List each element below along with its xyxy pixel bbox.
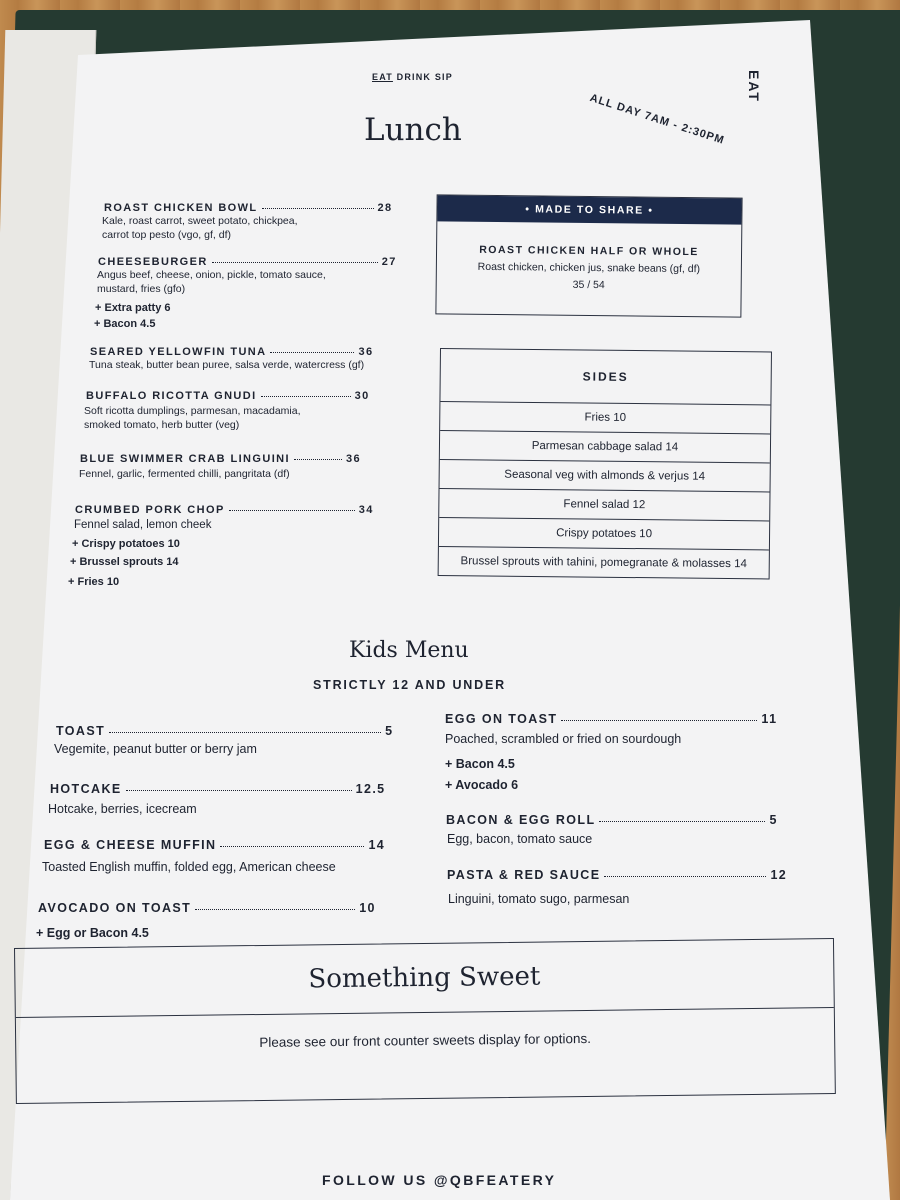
side-item: Parmesan cabbage salad 14: [440, 431, 770, 463]
leader-dots: [261, 395, 351, 397]
menu-item: [86, 386, 370, 404]
item-name: BACON & EGG ROLL: [446, 813, 596, 827]
item-price: 34: [358, 504, 374, 516]
something-sweet-box: [14, 938, 836, 1104]
item-name: PASTA & RED SAUCE: [447, 868, 601, 882]
item-price: 14: [368, 838, 386, 852]
item-name: AVOCADO ON TOAST: [38, 901, 192, 915]
leader-dots: [220, 845, 364, 847]
leader-dots: [604, 875, 766, 877]
item-name: BLUE SWIMMER CRAB LINGUINI: [80, 453, 290, 465]
leader-dots: [195, 908, 355, 910]
item-name: EGG & CHEESE MUFFIN: [44, 838, 217, 852]
leader-dots: [561, 719, 757, 721]
share-item-name: ROAST CHICKEN HALF OR WHOLE: [479, 243, 699, 259]
leader-dots: [294, 458, 342, 460]
item-price: 10: [359, 901, 376, 915]
item-name: ROAST CHICKEN BOWL: [104, 202, 258, 214]
item-description: [97, 268, 326, 296]
item-name: EGG ON TOAST: [445, 712, 558, 726]
addon: + Bacon 4.5: [445, 757, 515, 771]
sides-heading: SIDES: [440, 349, 771, 405]
item-price: 36: [358, 346, 374, 358]
leader-dots: [126, 789, 352, 791]
menu-item: [80, 449, 361, 467]
kids-item: [50, 780, 386, 798]
kids-item: [56, 722, 394, 740]
description-line: Kale, roast carrot, sweet potato, chickpea,: [102, 215, 298, 227]
addon: + Egg or Bacon 4.5: [36, 926, 149, 940]
item-price: 12.5: [355, 782, 386, 796]
leader-dots: [109, 731, 381, 733]
leader-dots: [262, 207, 374, 209]
leader-dots: [270, 351, 354, 353]
leader-dots: [229, 509, 355, 511]
item-description: Egg, bacon, tomato sauce: [447, 832, 593, 846]
item-description: [89, 358, 364, 372]
item-name: TOAST: [56, 724, 106, 738]
description-line: mustard, fries (gfo): [97, 283, 186, 295]
kids-menu-subtitle: STRICTLY 12 AND UNDER: [313, 678, 506, 692]
description-line: Fennel, garlic, fermented chilli, pangritata (df): [79, 468, 290, 480]
item-description: Linguini, tomato sugo, parmesan: [448, 892, 630, 906]
item-price: 12: [770, 868, 788, 882]
sweet-note: Please see our front counter sweets display for options.: [259, 1030, 592, 1051]
addon: + Crispy potatoes 10: [72, 538, 180, 550]
item-price: 28: [377, 202, 393, 214]
share-item-description: Roast chicken, chicken jus, snake beans (gf, df): [477, 260, 701, 276]
item-name: BUFFALO RICOTTA GNUDI: [86, 390, 257, 402]
kids-item: [445, 710, 777, 728]
item-price: 27: [381, 256, 397, 268]
item-description: Vegemite, peanut butter or berry jam: [54, 742, 257, 756]
addon: + Brussel sprouts 14: [70, 556, 179, 568]
item-description: Poached, scrambled or fried on sourdough: [445, 732, 682, 746]
item-name: SEARED YELLOWFIN TUNA: [90, 346, 267, 358]
item-description: [102, 214, 298, 242]
social-handle: FOLLOW US @QBFEATERY: [322, 1172, 557, 1188]
share-heading: • MADE TO SHARE •: [437, 195, 741, 224]
item-name: HOTCAKE: [50, 782, 122, 796]
side-item: Crispy potatoes 10: [439, 518, 769, 550]
kids-item: [38, 899, 376, 917]
item-description: Toasted English muffin, folded egg, American cheese: [42, 860, 336, 874]
sweet-title: Something Sweet: [15, 939, 834, 1018]
description-line: Angus beef, cheese, onion, pickle, tomato sauce,: [97, 269, 326, 281]
leader-dots: [599, 820, 765, 822]
leader-dots: [212, 261, 378, 263]
page-title: Lunch: [364, 112, 462, 148]
item-price: 5: [385, 724, 394, 738]
description-line: Fennel salad, lemon cheek: [74, 519, 212, 531]
hours-label: ALL DAY 7AM - 2:30PM: [588, 92, 726, 147]
description-line: Soft ricotta dumplings, parmesan, macadamia,: [84, 405, 301, 417]
tagline-rest: DRINK SIP: [392, 72, 453, 82]
item-price: 36: [345, 453, 361, 465]
side-item: Fries 10: [440, 402, 770, 434]
addon: + Bacon 4.5: [94, 318, 156, 330]
item-price: 11: [761, 712, 778, 726]
item-price: 5: [769, 813, 778, 827]
addon: + Extra patty 6: [95, 302, 171, 314]
side-item: Fennel salad 12: [439, 489, 769, 521]
side-item: Seasonal veg with almonds & verjus 14: [440, 460, 770, 492]
description-line: Tuna steak, butter bean puree, salsa verde, watercress (gf): [89, 359, 365, 371]
description-line: smoked tomato, herb butter (veg): [84, 419, 240, 431]
made-to-share-box: [435, 194, 742, 317]
description-line: carrot top pesto (vgo, gf, df): [102, 229, 231, 241]
kids-item: [44, 836, 385, 854]
addon: + Avocado 6: [445, 778, 519, 792]
item-description: Hotcake, berries, icecream: [48, 802, 197, 816]
item-description: [84, 404, 301, 432]
tagline: [372, 72, 453, 82]
side-section-label: EAT: [746, 70, 762, 103]
item-name: CHEESEBURGER: [98, 256, 208, 268]
side-item: Brussel sprouts with tahini, pomegranate & molasses 14: [460, 555, 748, 571]
addon: + Fries 10: [68, 576, 120, 588]
item-description: [74, 518, 211, 532]
sides-box: [438, 348, 772, 579]
item-price: 30: [354, 390, 370, 402]
menu-item: [75, 500, 374, 518]
kids-item: [447, 866, 787, 884]
tagline-eat: EAT: [372, 72, 393, 82]
share-item-price: 35 / 54: [572, 278, 605, 292]
kids-item: [446, 811, 778, 829]
kids-menu-title: Kids Menu: [349, 638, 469, 663]
item-description: [79, 467, 290, 481]
item-name: CRUMBED PORK CHOP: [75, 504, 225, 516]
